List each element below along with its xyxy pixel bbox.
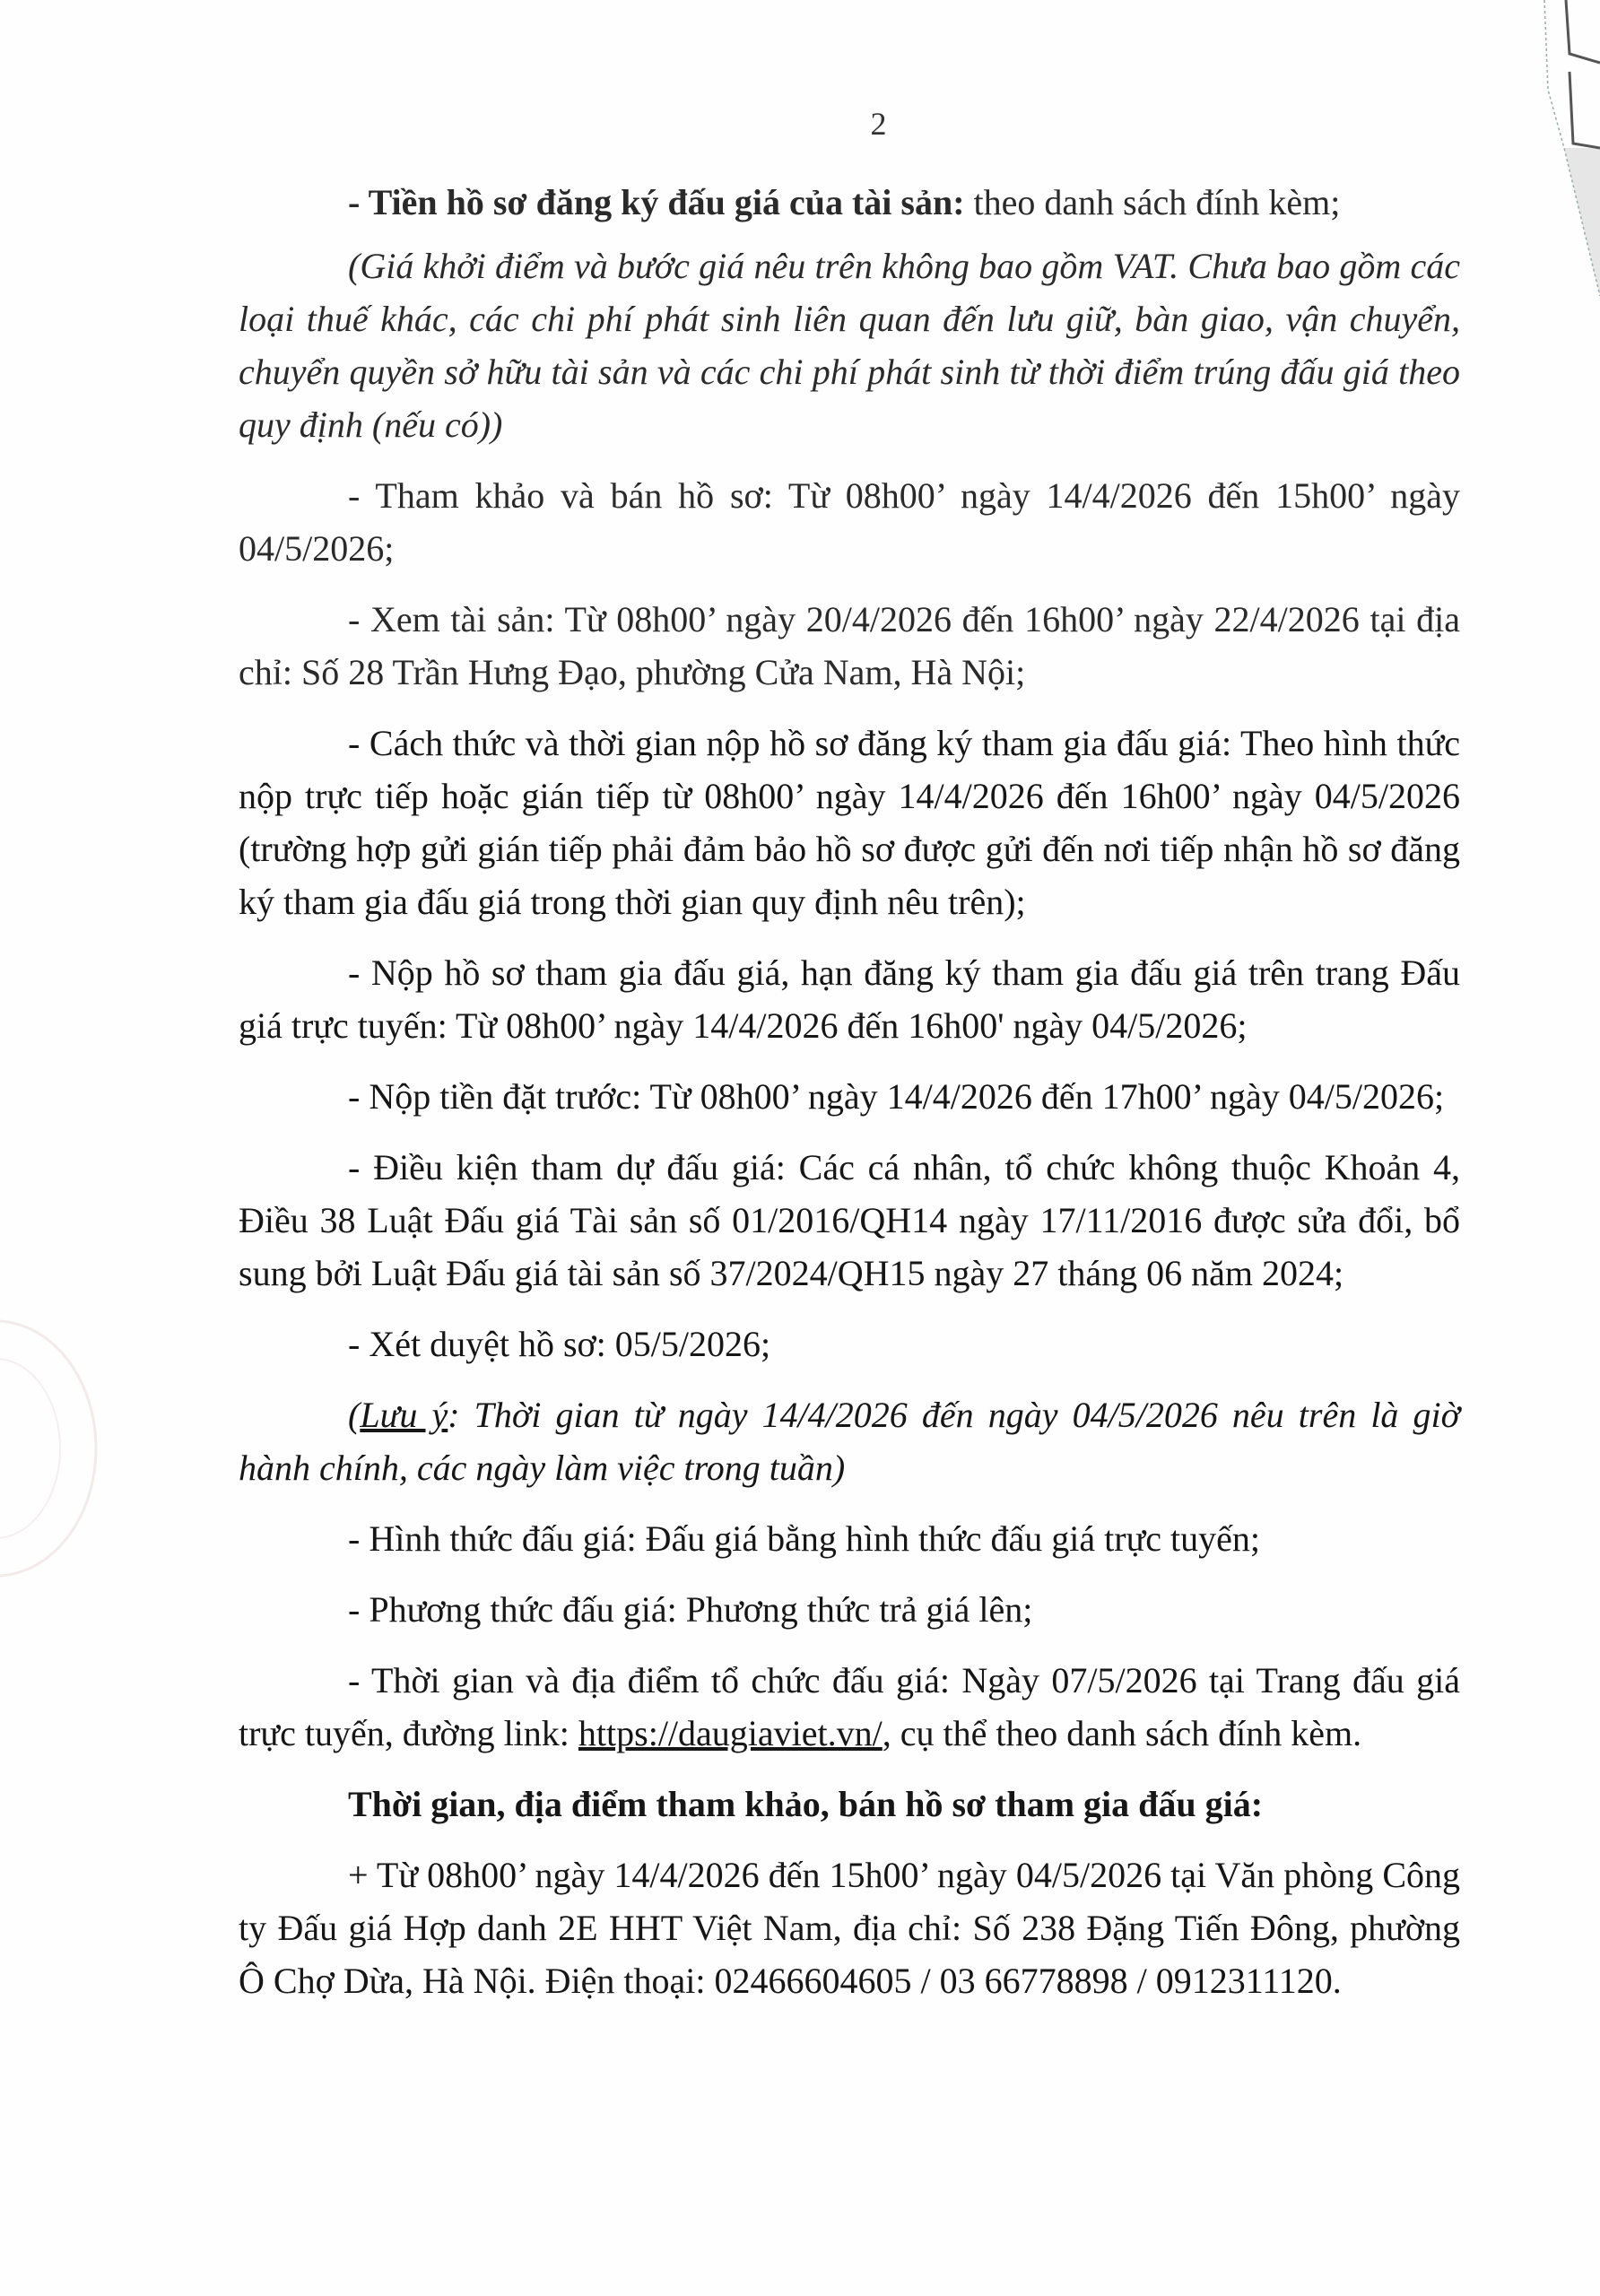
page-number: 2: [870, 106, 887, 142]
time-place-text-after: , cụ thể theo danh sách đính kèm.: [882, 1713, 1362, 1753]
page-fold-edge: [1537, 0, 1600, 296]
paragraph-view-assets: - Xem tài sản: Từ 08h00’ ngày 20/4/2026 đến 16h00’ ngày 22/4/2026 tại địa chỉ: Số 28 Trần Hưng Đạo, phường Cửa Nam, Hà Nội;: [239, 599, 1460, 692]
paragraph-review: - Xét duyệt hồ sơ: 05/5/2026;: [348, 1324, 771, 1364]
paragraph-deposit: - Nộp tiền đặt trước: Từ 08h00’ ngày 14/4/2026 đến 17h00’ ngày 04/5/2026;: [348, 1076, 1445, 1117]
auction-website-link[interactable]: https://daugiaviet.vn/: [578, 1713, 883, 1753]
section-heading-reference-sale: Thời gian, địa điểm tham khảo, bán hồ sơ tham gia đấu giá:: [348, 1784, 1264, 1824]
note-label: Lưu ý: [360, 1395, 448, 1435]
paragraph-office-contact: + Từ 08h00’ ngày 14/4/2026 đến 15h00’ ngày 04/5/2026 tại Văn phòng Công ty Đấu giá Hợp danh 2E HHT Việt Nam, địa chỉ: Số 238 Đặng Tiến Đông, phường Ô Chợ Dừa, Hà Nội. Điện thoại: 02466604605 / 03 66778898 / 0912311120.: [239, 1855, 1460, 2001]
paragraph-auction-method: - Phương thức đấu giá: Phương thức trả giá lên;: [348, 1589, 1033, 1630]
paragraph-online-registration: - Nộp hồ sơ tham gia đấu giá, hạn đăng ký tham gia đấu giá trên trang Đấu giá trực tuyến: Từ 08h00’ ngày 14/4/2026 đến 16h00' ngày 04/5/2026;: [239, 952, 1460, 1046]
paragraph-auction-form: - Hình thức đấu giá: Đấu giá bằng hình thức đấu giá trực tuyến;: [348, 1518, 1260, 1559]
registration-fee-label: - Tiền hồ sơ đăng ký đấu giá của tài sản:: [348, 182, 965, 222]
paragraph-reference-sale: - Tham khảo và bán hồ sơ: Từ 08h00’ ngày 14/4/2026 đến 15h00’ ngày 04/5/2026;: [239, 475, 1460, 569]
paragraph-registration-fee: [239, 176, 1460, 229]
time-place-text: - Thời gian và địa điểm tổ chức đấu giá: Ngày 07/5/2026 tại Trang đấu giá trực tuyến, đường link:: [239, 1660, 1460, 1753]
paragraph-submission-method: - Cách thức và thời gian nộp hồ sơ đăng ký tham gia đấu giá: Theo hình thức nộp trực tiếp hoặc gián tiếp từ 08h00’ ngày 14/4/2026 đến 16h00’ ngày 04/5/2026 (trường hợp gửi gián tiếp phải đảm bảo hồ sơ được gửi đến nơi tiếp nhận hồ sơ đăng ký tham gia đấu giá trong thời gian quy định nêu trên);: [239, 723, 1460, 922]
paragraph-time-place: [239, 1654, 1460, 1760]
note-open-paren: (: [348, 1395, 361, 1435]
paragraph-note: [239, 1388, 1460, 1494]
paragraph-conditions: - Điều kiện tham dự đấu giá: Các cá nhân, tổ chức không thuộc Khoản 4, Điều 38 Luật Đấu giá Tài sản số 01/2016/QH14 ngày 17/11/2016 được sửa đổi, bổ sung bởi Luật Đấu giá tài sản số 37/2024/QH15 ngày 27 tháng 06 năm 2024;: [239, 1147, 1460, 1293]
paragraph-price-note: (Giá khởi điểm và bước giá nêu trên không bao gồm VAT. Chưa bao gồm các loại thuế khác, các chi phí phát sinh liên quan đến lưu giữ, bàn giao, vận chuyển, chuyển quyền sở hữu tài sản và các chi phí phát sinh từ thời điểm trúng đấu giá theo quy định (nếu có)): [239, 246, 1460, 445]
note-text: : Thời gian từ ngày 14/4/2026 đến ngày 04/5/2026 nêu trên là giờ hành chính, các ngày làm việc trong tuần): [239, 1395, 1460, 1488]
document-body: [239, 176, 1460, 2025]
registration-fee-text: theo danh sách đính kèm;: [964, 182, 1341, 222]
faint-seal-stamp: [0, 1318, 99, 1578]
